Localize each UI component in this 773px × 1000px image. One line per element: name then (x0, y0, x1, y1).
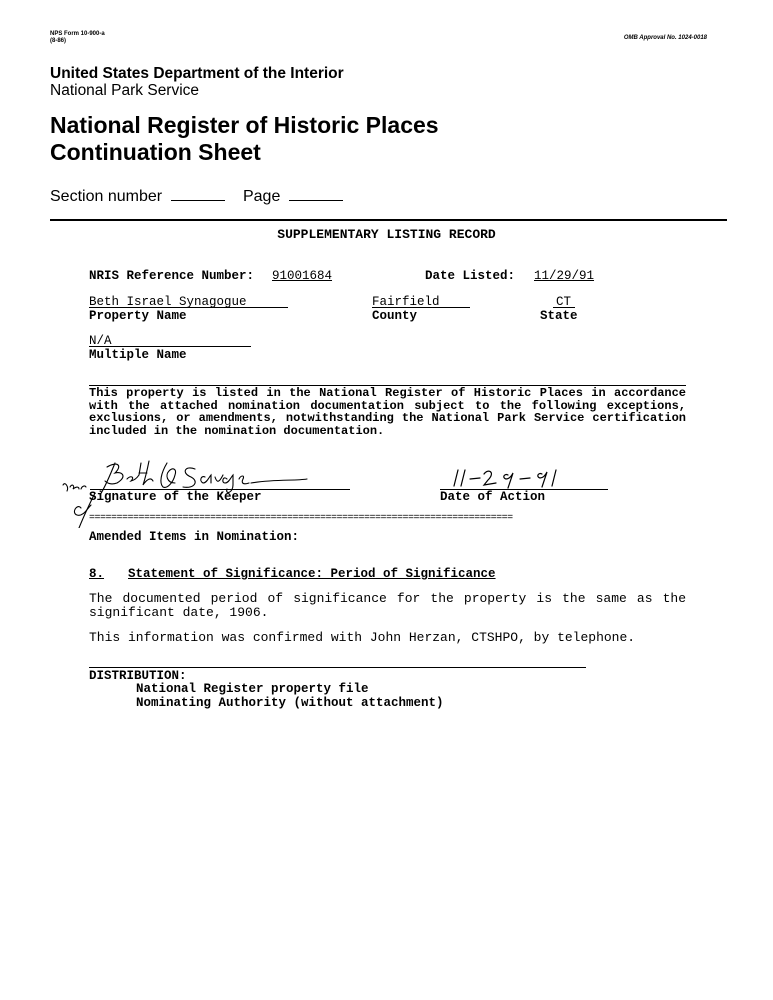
property-name-value: Beth Israel Synagogue (89, 295, 247, 309)
county-value: Fairfield (372, 295, 440, 309)
distribution-item: Nominating Authority (without attachment) (136, 696, 444, 710)
service-name: National Park Service (50, 82, 200, 99)
form-revision: (8-86) (50, 38, 67, 44)
section-line (50, 188, 343, 206)
title-line-1: National Register of Historic Places (50, 112, 439, 138)
distribution-rule (89, 667, 586, 668)
page-number-field (289, 188, 343, 201)
page-label: Page (242, 188, 281, 205)
distribution-list (136, 682, 444, 710)
action-date-label: Date of Action (440, 490, 546, 504)
section-number-field (171, 188, 225, 201)
separator-line: ============================================================================= (89, 513, 513, 524)
item-title: Statement of Significance: Period of Significance (128, 567, 496, 581)
significance-paragraph: The documented period of significance for the property is the same as the significant date, 1906. (89, 591, 686, 620)
multiple-name-label: Multiple Name (89, 348, 187, 362)
signature-label: Signature of the Keeper (89, 490, 262, 504)
nris-value: 91001684 (272, 269, 333, 283)
page-title (50, 112, 439, 166)
state-value: CT (556, 295, 572, 309)
state-underline (553, 307, 575, 308)
item-number: 8. (89, 567, 105, 581)
omb-approval: OMB Approval No. 1024-0018 (623, 35, 707, 41)
action-date-handwritten (450, 466, 580, 490)
county-underline (372, 307, 470, 308)
record-heading: SUPPLEMENTARY LISTING RECORD (277, 227, 496, 242)
property-name-underline (89, 307, 288, 308)
form-number: NPS Form 10-900-a (50, 31, 105, 37)
state-label: State (540, 309, 578, 323)
nris-label: NRIS Reference Number: (89, 269, 255, 283)
distribution-item: National Register property file (136, 682, 369, 696)
date-listed-value: 11/29/91 (534, 269, 595, 283)
department-name: United States Department of the Interior (50, 65, 344, 82)
amended-heading: Amended Items in Nomination: (89, 530, 300, 544)
statement-text: This property is listed in the National Register of Historic Places in accordance with the attached nomination documentation subject to the following exceptions, exclusions, or amendments, notwithstanding the National Park Service certification included in the nomination documentation. (89, 386, 686, 439)
distribution-heading: DISTRIBUTION: (89, 669, 187, 683)
multiple-name-underline (89, 346, 251, 347)
confirmation-paragraph: This information was confirmed with John Herzan, CTSHPO, by telephone. (89, 630, 636, 645)
property-name-label: Property Name (89, 309, 187, 323)
county-label: County (372, 309, 418, 323)
title-line-2: Continuation Sheet (50, 139, 261, 165)
date-listed-label: Date Listed: (425, 269, 516, 283)
form-number-block (50, 31, 105, 45)
section-number-label: Section number (50, 188, 163, 205)
multiple-name-value: N/A (89, 334, 112, 348)
header-rule (50, 219, 727, 221)
